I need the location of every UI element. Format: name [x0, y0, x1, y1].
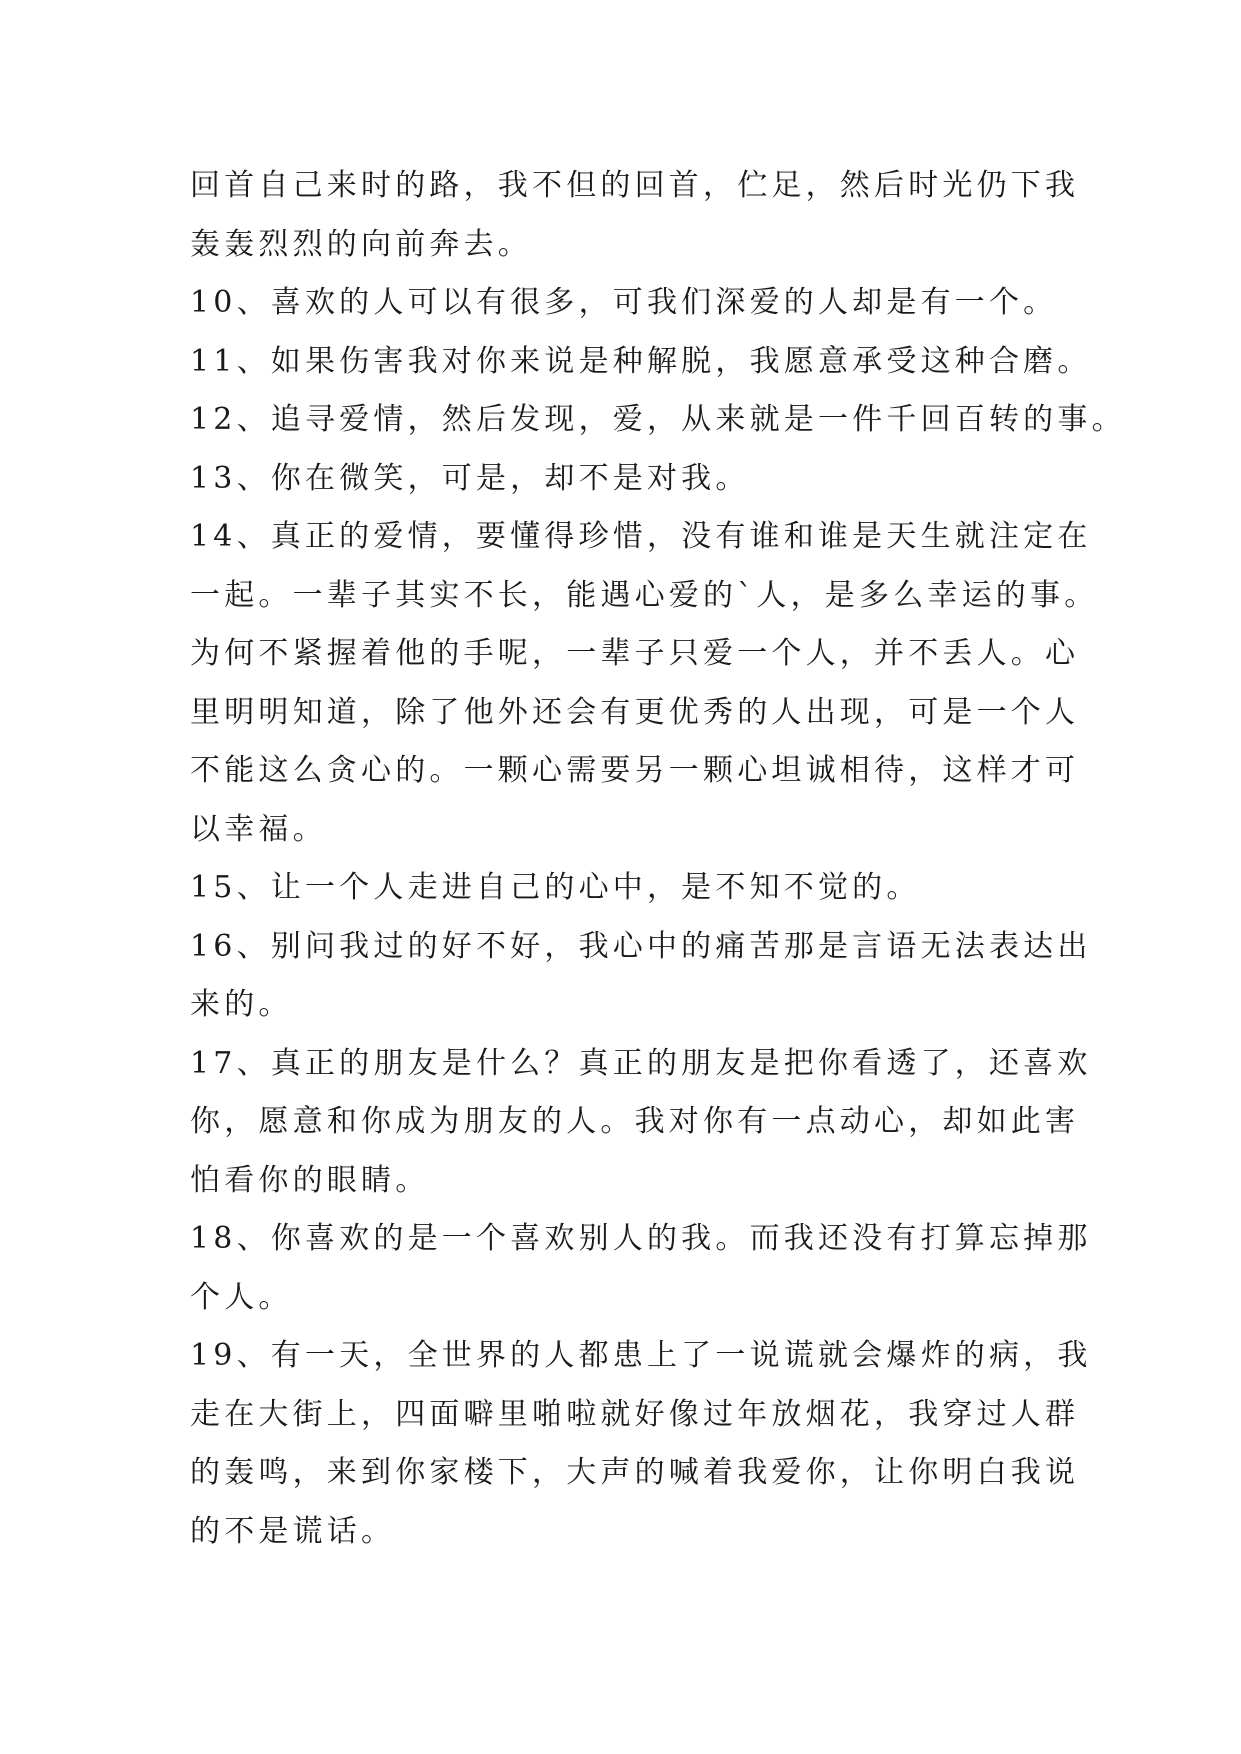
text-line: 走在大街上，四面噼里啪啦就好像过年放烟花，我穿过人群	[190, 1396, 1080, 1432]
text-line: 的轰鸣，来到你家楼下，大声的喊着我爱你，让你明白我说	[190, 1455, 1080, 1490]
text-line: 不能这么贪心的。一颗心需要另一颗心坦诚相待，这样才可	[190, 753, 1080, 788]
text-line: 来的。	[190, 987, 293, 1022]
text-line: 你，愿意和你成为朋友的人。我对你有一点动心，却如此害	[190, 1104, 1080, 1139]
text-line: 16、别问我过的好不好，我心中的痛苦那是言语无法表达出	[190, 928, 1092, 964]
document-body	[190, 157, 1126, 1561]
text-line: 10、喜欢的人可以有很多，可我们深爱的人却是有一个。	[190, 285, 1058, 320]
text-line: 18、你喜欢的是一个喜欢别人的我。而我还没有打算忘掉那	[190, 1221, 1092, 1256]
text-line: 回首自己来时的路，我不但的回首，伫足，然后时光仍下我	[190, 168, 1080, 203]
text-line: 17、真正的朋友是什么？真正的朋友是把你看透了，还喜欢	[190, 1045, 1092, 1081]
text-line: 的不是谎话。	[190, 1513, 396, 1549]
text-line: 11、如果伤害我对你来说是种解脱，我愿意承受这种合磨。	[190, 343, 1092, 379]
text-line: 个人。	[190, 1279, 293, 1315]
text-line: 15、让一个人走进自己的心中，是不知不觉的。	[190, 870, 921, 905]
text-line: 13、你在微笑，可是，却不是对我。	[190, 460, 750, 496]
text-line: 以幸福。	[190, 811, 327, 847]
text-line: 轰轰烈烈的向前奔去。	[190, 226, 532, 262]
text-line: 19、有一天，全世界的人都患上了一说谎就会爆炸的病，我	[190, 1338, 1092, 1373]
text-line: 怕看你的眼睛。	[190, 1162, 430, 1198]
text-line: 里明明知道，除了他外还会有更优秀的人出现，可是一个人	[190, 694, 1080, 730]
text-line: 一起。一辈子其实不长，能遇心爱的`人，是多么幸运的事。	[190, 577, 1099, 613]
text-line: 14、真正的爱情，要懂得珍惜，没有谁和谁是天生就注定在	[190, 519, 1092, 554]
text-line: 12、追寻爱情，然后发现，爱，从来就是一件千回百转的事。	[190, 402, 1126, 437]
text-line: 为何不紧握着他的手呢，一辈子只爱一个人，并不丢人。心	[190, 636, 1080, 671]
